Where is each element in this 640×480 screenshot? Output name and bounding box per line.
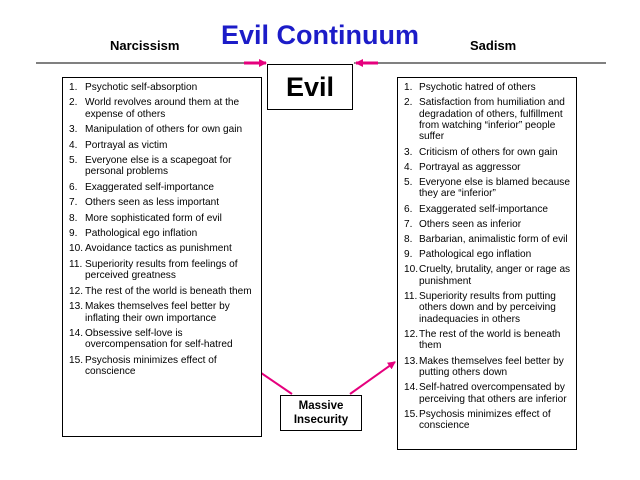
trait-text: Self-hatred overcompensated by perceiving that others are inferior xyxy=(419,382,567,405)
trait-text: Pathological ego inflation xyxy=(85,228,198,240)
trait-number: 6. xyxy=(404,203,413,215)
sadism-trait-item xyxy=(404,291,572,325)
trait-text: Superiority results from feelings of perceived greatness xyxy=(85,258,238,282)
trait-text: World revolves around them at the expense of others xyxy=(85,97,240,120)
trait-text: Manipulation of others for own gain xyxy=(85,124,243,136)
trait-text: Psychotic self-absorption xyxy=(85,82,198,93)
trait-number: 2. xyxy=(404,97,413,109)
trait-text: Portrayal as aggressor xyxy=(419,161,521,173)
massive-insecurity-box xyxy=(280,395,362,431)
trait-number: 13. xyxy=(404,355,419,367)
narcissism-trait-item xyxy=(69,328,257,351)
evil-box xyxy=(267,64,353,110)
narcissism-trait-item xyxy=(69,259,257,282)
narcissism-trait-item xyxy=(69,197,257,208)
trait-text: Others seen as inferior xyxy=(419,218,522,230)
sadism-trait-item xyxy=(404,204,572,215)
trait-text: Pathological ego inflation xyxy=(419,249,532,261)
sadism-trait-item xyxy=(404,249,572,260)
trait-number: 15. xyxy=(69,354,84,366)
sadism-trait-item xyxy=(404,147,572,158)
narcissism-heading: Narcissism xyxy=(110,38,180,53)
trait-number: 12. xyxy=(69,285,84,297)
sadism-trait-item xyxy=(404,234,572,245)
trait-number: 8. xyxy=(404,234,413,246)
trait-number: 1. xyxy=(69,82,78,93)
trait-number: 5. xyxy=(69,155,78,167)
trait-text: The rest of the world is beneath them xyxy=(419,329,561,352)
narcissism-trait-item xyxy=(69,213,257,224)
trait-number: 14. xyxy=(404,382,419,394)
trait-text: Exaggerated self-importance xyxy=(85,181,215,193)
trait-number: 2. xyxy=(69,97,78,109)
sadism-trait-list xyxy=(404,82,572,432)
trait-text: Avoidance tactics as punishment xyxy=(85,243,232,255)
trait-number: 4. xyxy=(69,139,78,151)
trait-number: 14. xyxy=(69,327,84,339)
trait-text: Portrayal as victim xyxy=(85,139,168,151)
trait-text: Others seen as less important xyxy=(85,197,220,209)
narcissism-trait-item xyxy=(69,286,257,297)
narcissism-trait-item xyxy=(69,124,257,135)
narcissism-trait-item xyxy=(69,82,257,93)
trait-number: 6. xyxy=(69,181,78,193)
trait-text: Exaggerated self-importance xyxy=(419,203,549,215)
narcissism-trait-item xyxy=(69,155,257,178)
trait-text: Psychotic hatred of others xyxy=(419,82,536,93)
trait-number: 15. xyxy=(404,408,419,420)
sadism-trait-item xyxy=(404,219,572,230)
trait-number: 9. xyxy=(404,249,413,261)
narcissism-trait-item xyxy=(69,97,257,120)
trait-number: 3. xyxy=(69,124,78,136)
narcissism-trait-list xyxy=(69,82,257,378)
sadism-trait-item xyxy=(404,264,572,287)
sadism-trait-item xyxy=(404,356,572,379)
trait-number: 7. xyxy=(404,218,413,230)
trait-text: More sophisticated form of evil xyxy=(85,212,222,224)
trait-number: 4. xyxy=(404,161,413,173)
trait-number: 1. xyxy=(404,82,413,93)
sadism-trait-item xyxy=(404,382,572,405)
trait-number: 7. xyxy=(69,197,78,209)
narcissism-trait-item xyxy=(69,182,257,193)
evil-label: Evil xyxy=(285,71,335,102)
sadism-trait-item xyxy=(404,82,572,93)
trait-text: Criticism of others for own gain xyxy=(419,146,558,158)
narcissism-trait-item xyxy=(69,140,257,151)
narcissism-trait-item xyxy=(69,301,257,324)
trait-number: 8. xyxy=(69,212,78,224)
trait-number: 5. xyxy=(404,177,413,189)
trait-text: Obsessive self-love is overcompensation for self-hatred xyxy=(85,327,233,351)
sadism-traits-panel xyxy=(397,77,577,450)
insecurity-label-line2: Insecurity xyxy=(293,414,349,426)
trait-number: 9. xyxy=(69,228,78,240)
trait-text: The rest of the world is beneath them xyxy=(85,285,252,297)
narcissism-traits-panel xyxy=(62,77,262,437)
sadism-heading: Sadism xyxy=(470,38,517,53)
trait-text: Barbarian, animalistic form of evil xyxy=(419,234,568,246)
trait-number: 11. xyxy=(404,291,418,303)
trait-number: 10. xyxy=(404,264,419,276)
arrow-insecurity-to-sadism xyxy=(350,362,395,394)
narcissism-trait-item xyxy=(69,355,257,378)
trait-text: Psychosis minimizes effect of conscience xyxy=(419,408,551,432)
trait-text: Makes themselves feel better by inflating their own importance xyxy=(85,301,230,324)
sadism-trait-item xyxy=(404,329,572,352)
insecurity-label-line1: Massive xyxy=(298,400,344,412)
trait-text: Superiority results from putting others down and by perceiving inadequacies in others xyxy=(419,291,556,325)
sadism-trait-item xyxy=(404,177,572,200)
trait-number: 13. xyxy=(69,301,84,313)
trait-text: Cruelty, brutality, anger or rage as punishment xyxy=(419,264,571,287)
trait-number: 11. xyxy=(69,258,83,270)
trait-text: Makes themselves feel better by putting others down xyxy=(419,355,564,379)
trait-number: 12. xyxy=(404,329,419,341)
trait-text: Psychosis minimizes effect of conscience xyxy=(85,354,217,378)
sadism-trait-item xyxy=(404,409,572,432)
trait-text: Everyone else is a scapegoat for personal problems xyxy=(85,155,232,178)
trait-text: Everyone else is blamed because they are “inferior” xyxy=(419,177,570,200)
narcissism-trait-item xyxy=(69,228,257,239)
trait-number: 10. xyxy=(69,243,84,255)
sadism-trait-item xyxy=(404,162,572,173)
trait-number: 3. xyxy=(404,146,413,158)
sadism-trait-item xyxy=(404,97,572,143)
diagram-title: Evil Continuum xyxy=(221,20,419,50)
narcissism-trait-item xyxy=(69,243,257,254)
trait-text: Satisfaction from humiliation and degradation of others, fulfillment from watching “inferior” people suffer xyxy=(419,97,565,143)
